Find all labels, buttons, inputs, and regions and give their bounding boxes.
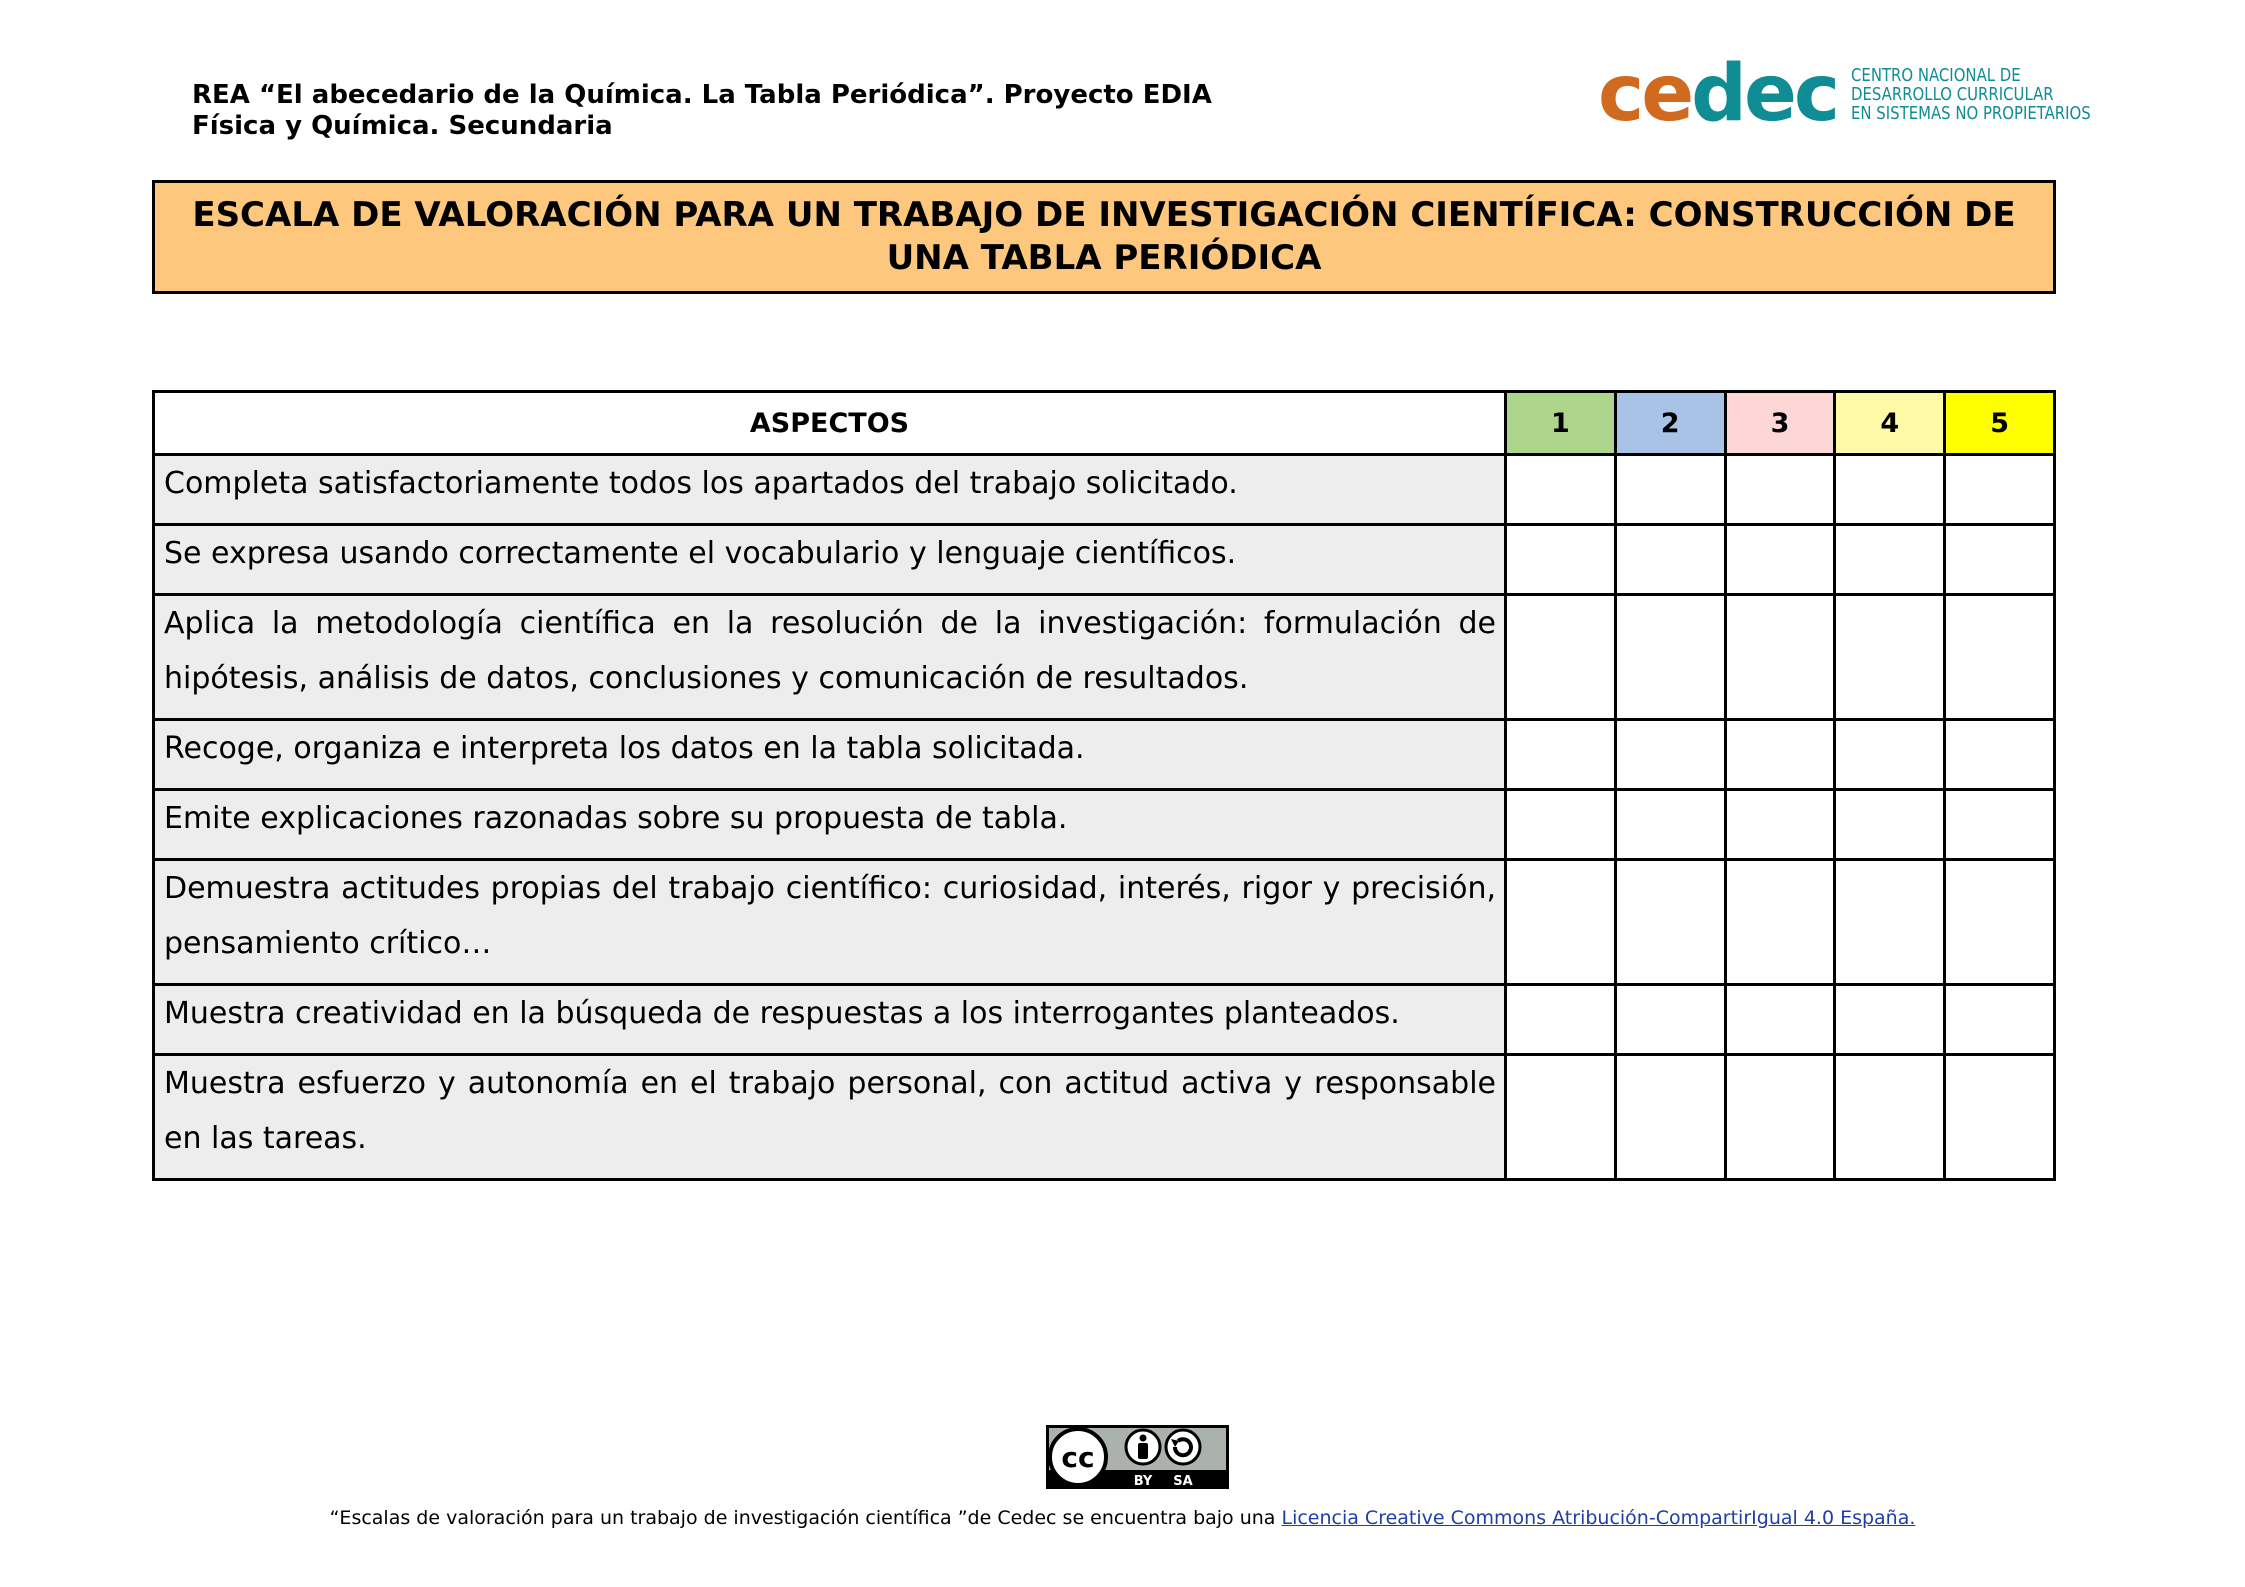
score-cell-4[interactable] [1835, 790, 1945, 860]
score-cell-1[interactable] [1506, 1055, 1616, 1180]
score-cell-5[interactable] [1945, 790, 2055, 860]
table-row [154, 455, 2055, 525]
table-row [154, 790, 2055, 860]
header-line-1: REA “El abecedario de la Química. La Tabla Periódica”. Proyecto EDIA [192, 80, 1212, 110]
score-header-3: 3 [1725, 392, 1835, 455]
score-cell-2[interactable] [1615, 720, 1725, 790]
score-cell-3[interactable] [1725, 720, 1835, 790]
score-header-2: 2 [1615, 392, 1725, 455]
score-cell-1[interactable] [1506, 720, 1616, 790]
score-cell-3[interactable] [1725, 860, 1835, 985]
license-notice: “Escalas de valoración para un trabajo de investigación científica ”de Cedec se encuentra bajo una Licencia Creative Commons Atribución-CompartirIgual 4.0 España. [329, 1507, 1916, 1529]
table-row [154, 985, 2055, 1055]
score-cell-3[interactable] [1725, 790, 1835, 860]
aspect-text: Completa satisfactoriamente todos los apartados del trabajo solicitado. [154, 455, 1506, 525]
table-row [154, 1055, 2055, 1180]
score-cell-2[interactable] [1615, 790, 1725, 860]
table-header-row [154, 392, 2055, 455]
rating-scale-table [152, 390, 2056, 1181]
score-cell-4[interactable] [1835, 455, 1945, 525]
score-cell-3[interactable] [1725, 595, 1835, 720]
table-row [154, 595, 2055, 720]
score-cell-5[interactable] [1945, 595, 2055, 720]
score-cell-2[interactable] [1615, 985, 1725, 1055]
score-cell-4[interactable] [1835, 595, 1945, 720]
score-cell-2[interactable] [1615, 455, 1725, 525]
score-cell-4[interactable] [1835, 985, 1945, 1055]
score-cell-5[interactable] [1945, 860, 2055, 985]
score-header-4: 4 [1835, 392, 1945, 455]
cedec-logo [1598, 49, 2112, 139]
score-cell-5[interactable] [1945, 1055, 2055, 1180]
score-cell-1[interactable] [1506, 525, 1616, 595]
score-cell-2[interactable] [1615, 1055, 1725, 1180]
score-cell-4[interactable] [1835, 720, 1945, 790]
license-link[interactable]: Licencia Creative Commons Atribución-CompartirIgual 4.0 España. [1281, 1507, 1916, 1529]
score-header-5: 5 [1945, 392, 2055, 455]
score-cell-1[interactable] [1506, 790, 1616, 860]
score-cell-5[interactable] [1945, 720, 2055, 790]
table-row [154, 720, 2055, 790]
score-cell-4[interactable] [1835, 1055, 1945, 1180]
table-row [154, 860, 2055, 985]
score-header-1: 1 [1506, 392, 1616, 455]
score-cell-5[interactable] [1945, 455, 2055, 525]
header-line-2: Física y Química. Secundaria [192, 111, 613, 141]
cc-by-sa-badge-icon [1046, 1425, 1229, 1489]
score-cell-4[interactable] [1835, 860, 1945, 985]
aspect-text: Emite explicaciones razonadas sobre su propuesta de tabla. [154, 790, 1506, 860]
aspect-text: Muestra esfuerzo y autonomía en el trabajo personal, con actitud activa y responsable en las tareas. [154, 1055, 1506, 1180]
aspect-text: Recoge, organiza e interpreta los datos en la tabla solicitada. [154, 720, 1506, 790]
table-row [154, 525, 2055, 595]
score-cell-2[interactable] [1615, 860, 1725, 985]
score-cell-2[interactable] [1615, 595, 1725, 720]
score-cell-2[interactable] [1615, 525, 1725, 595]
aspect-text: Muestra creatividad en la búsqueda de respuestas a los interrogantes planteados. [154, 985, 1506, 1055]
svg-text:BY: BY [1133, 1474, 1153, 1489]
cedec-logo-word: cedec [1598, 49, 1838, 139]
score-cell-5[interactable] [1945, 985, 2055, 1055]
svg-text:SA: SA [1173, 1474, 1193, 1489]
aspect-text: Demuestra actitudes propias del trabajo científico: curiosidad, interés, rigor y precisión, pensamiento crítico… [154, 860, 1506, 985]
score-cell-3[interactable] [1725, 525, 1835, 595]
score-cell-5[interactable] [1945, 525, 2055, 595]
page-title: ESCALA DE VALORACIÓN PARA UN TRABAJO DE INVESTIGACIÓN CIENTÍFICA: CONSTRUCCIÓN DE UNA TABLA PERIÓDICA [152, 180, 2056, 294]
svg-text:cc: cc [1061, 1441, 1095, 1474]
aspect-text: Aplica la metodología científica en la resolución de la investigación: formulación de hipótesis, análisis de datos, conclusiones y comunicación de resultados. [154, 595, 1506, 720]
score-cell-3[interactable] [1725, 1055, 1835, 1180]
aspects-header: ASPECTOS [154, 392, 1506, 455]
score-cell-1[interactable] [1506, 985, 1616, 1055]
score-cell-3[interactable] [1725, 985, 1835, 1055]
score-cell-1[interactable] [1506, 860, 1616, 985]
document-header [192, 80, 1212, 142]
cedec-logo-subtitle: CENTRO NACIONAL DE DESARROLLO CURRICULAR EN SISTEMAS NO PROPIETARIOS [1851, 64, 2091, 124]
score-cell-3[interactable] [1725, 455, 1835, 525]
score-cell-4[interactable] [1835, 525, 1945, 595]
score-cell-1[interactable] [1506, 455, 1616, 525]
aspect-text: Se expresa usando correctamente el vocabulario y lenguaje científicos. [154, 525, 1506, 595]
score-cell-1[interactable] [1506, 595, 1616, 720]
